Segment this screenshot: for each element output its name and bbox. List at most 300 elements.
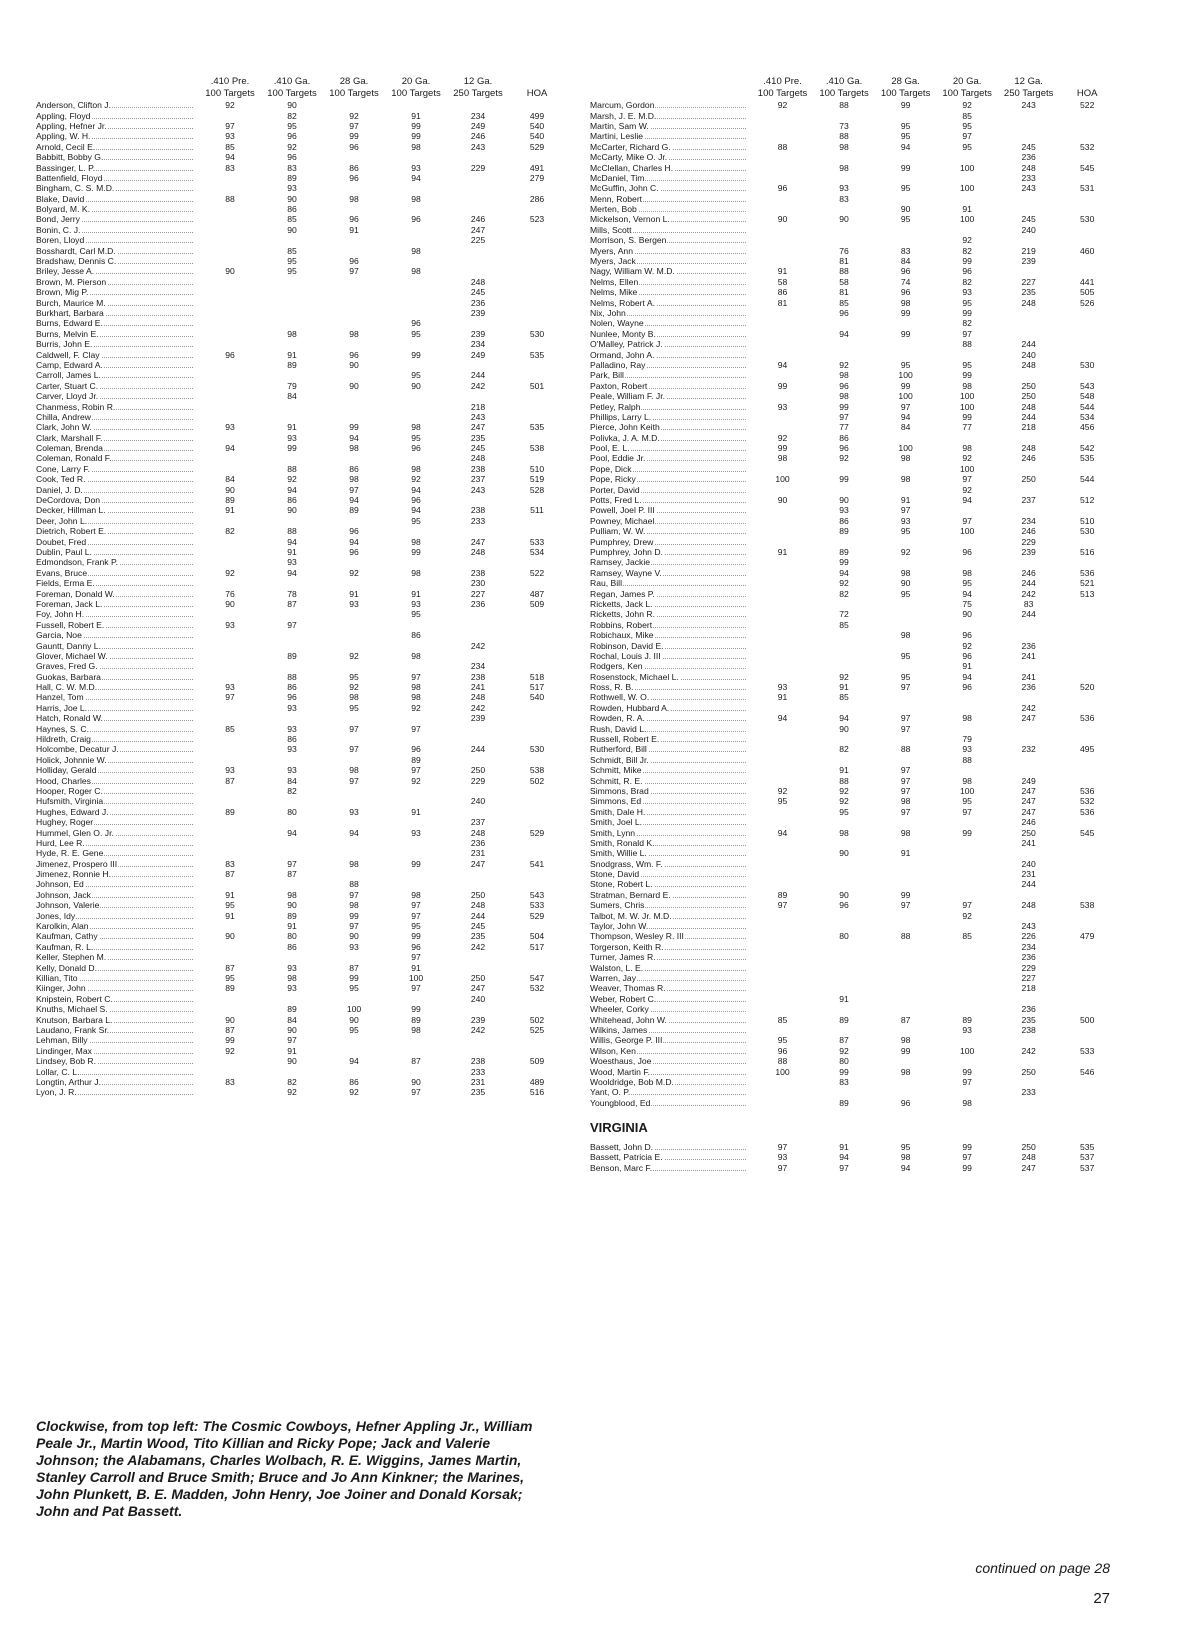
score-cell: 94 xyxy=(777,359,788,370)
table-row xyxy=(590,381,1115,391)
table-row xyxy=(590,1098,1115,1108)
table-row xyxy=(590,505,1115,515)
shooter-name: Holick, Johnnie W. xyxy=(36,755,199,765)
table-row xyxy=(590,412,1115,422)
score-cell: 83 xyxy=(225,162,235,173)
table-row xyxy=(36,869,566,879)
shooter-name: McClellan, Charles H. xyxy=(590,163,752,173)
score-cell: 234 xyxy=(470,110,486,121)
shooter-name: Hooper, Roger C. xyxy=(36,786,199,796)
score-cell: 90 xyxy=(225,598,235,609)
score-cell: 98 xyxy=(349,328,359,339)
hoa-score: 504 xyxy=(529,931,545,942)
table-row xyxy=(36,474,566,484)
shooter-name: Johnson, Ed xyxy=(36,879,199,889)
score-cell: 92 xyxy=(962,453,972,464)
score-cell: 229 xyxy=(470,162,486,173)
score-cell: 92 xyxy=(839,453,849,464)
score-cell: 94 xyxy=(225,443,235,454)
score-cell: 98 xyxy=(349,692,359,703)
score-cell: 85 xyxy=(777,1014,788,1025)
score-cell: 233 xyxy=(470,515,486,526)
table-row xyxy=(590,1056,1115,1066)
score-cell: 100 xyxy=(959,401,975,412)
shooter-name: Johnson, Jack xyxy=(36,890,199,900)
score-cell: 94 xyxy=(349,536,359,547)
score-cell: 93 xyxy=(777,682,788,693)
table-row xyxy=(590,1152,1115,1162)
table-row xyxy=(590,765,1115,775)
table-body-left xyxy=(36,100,566,1098)
shooter-name: Hummel, Glen O. Jr. xyxy=(36,828,199,838)
table-row xyxy=(590,121,1115,131)
shooter-name: Appling, Hefner Jr. xyxy=(36,121,199,131)
table-row xyxy=(590,744,1115,754)
score-cell: 100 xyxy=(959,214,975,225)
shooter-name: Rutherford, Bill xyxy=(590,744,752,754)
hoa-score: 512 xyxy=(1080,495,1095,506)
score-cell: 97 xyxy=(287,619,297,630)
table-row xyxy=(36,401,566,411)
table-row xyxy=(590,1087,1115,1097)
score-cell: 88 xyxy=(225,193,235,204)
score-cell: 246 xyxy=(470,214,486,225)
score-cell: 97 xyxy=(962,515,972,526)
shooter-name: Pumphrey, John D. xyxy=(590,547,752,557)
score-cell: 94 xyxy=(287,827,297,838)
score-cell: 239 xyxy=(470,328,486,339)
score-cell: 94 xyxy=(287,536,297,547)
score-cell: 99 xyxy=(900,1045,911,1056)
table-row xyxy=(36,671,566,681)
shooter-name: Anderson, Clifton J. xyxy=(36,100,199,110)
hoa-score: 541 xyxy=(529,858,545,869)
hoa-score: 510 xyxy=(529,463,545,474)
hoa-score: 520 xyxy=(1080,682,1095,693)
score-cell: 91 xyxy=(839,765,849,776)
score-cell: 249 xyxy=(1021,775,1036,786)
score-cell: 93 xyxy=(287,183,297,194)
score-cell: 241 xyxy=(470,682,486,693)
shooter-name: Bradshaw, Dennis C. xyxy=(36,256,199,266)
shooter-name: Lindinger, Max xyxy=(36,1046,199,1056)
score-cell: 238 xyxy=(1021,1024,1036,1035)
shooter-name: Hatch, Ronald W. xyxy=(36,713,199,723)
score-cell: 238 xyxy=(470,505,486,516)
score-cell: 85 xyxy=(962,110,972,121)
score-cell: 97 xyxy=(411,723,421,734)
score-cell: 90 xyxy=(411,380,421,391)
score-cell: 81 xyxy=(839,256,849,267)
score-cell: 90 xyxy=(349,359,359,370)
hoa-score: 544 xyxy=(1080,401,1095,412)
score-cell: 91 xyxy=(287,1045,297,1056)
shooter-name: Bond, Jerry xyxy=(36,214,199,224)
shooter-name: Smith, Joel L. xyxy=(590,817,752,827)
score-cell: 98 xyxy=(349,765,359,776)
score-cell: 96 xyxy=(411,214,421,225)
hoa-score: 530 xyxy=(529,744,545,755)
score-cell: 98 xyxy=(839,827,849,838)
score-cell: 98 xyxy=(962,567,972,578)
table-row xyxy=(590,713,1115,723)
score-cell: 226 xyxy=(1021,931,1036,942)
score-cell: 92 xyxy=(777,100,788,111)
score-cell: 97 xyxy=(900,900,911,911)
score-cell: 92 xyxy=(777,785,788,796)
score-cell: 97 xyxy=(962,131,972,142)
score-cell: 236 xyxy=(1021,952,1036,963)
score-cell: 93 xyxy=(287,744,297,755)
score-cell: 90 xyxy=(225,484,235,495)
table-row xyxy=(36,256,566,266)
score-cell: 92 xyxy=(839,671,849,682)
table-row xyxy=(590,162,1115,172)
shooter-name: Lehman, Billy xyxy=(36,1035,199,1045)
table-row xyxy=(590,1142,1115,1152)
score-cell: 100 xyxy=(959,391,975,402)
hoa-score: 505 xyxy=(1080,287,1095,298)
score-cell: 91 xyxy=(287,921,297,932)
score-cell: 98 xyxy=(900,630,911,641)
score-cell: 88 xyxy=(900,931,911,942)
score-cell: 246 xyxy=(1021,567,1036,578)
score-cell: 86 xyxy=(839,432,849,443)
score-cell: 247 xyxy=(1021,806,1036,817)
score-cell: 96 xyxy=(225,349,235,360)
table-row xyxy=(36,453,566,463)
table-row xyxy=(590,474,1115,484)
score-cell: 98 xyxy=(900,827,911,838)
shooter-name: Pulliam, W. W. xyxy=(590,526,752,536)
score-cell: 95 xyxy=(777,1035,788,1046)
score-cell: 87 xyxy=(349,962,359,973)
table-row xyxy=(36,838,566,848)
score-cell: 91 xyxy=(225,505,235,516)
hoa-score: 502 xyxy=(529,775,545,786)
score-cell: 93 xyxy=(225,619,235,630)
score-cell: 93 xyxy=(225,765,235,776)
hoa-score: 535 xyxy=(529,422,545,433)
table-row xyxy=(590,329,1115,339)
table-row xyxy=(590,1035,1115,1045)
score-cell: 96 xyxy=(349,546,359,557)
score-cell: 250 xyxy=(470,765,486,776)
table-row xyxy=(36,786,566,796)
shooter-name: Burris, John E. xyxy=(36,339,199,349)
score-cell: 93 xyxy=(287,557,297,568)
hoa-score: 534 xyxy=(529,546,545,557)
shooter-name: Nix, John xyxy=(590,308,752,318)
column-header: HOA xyxy=(1076,88,1098,99)
score-cell: 90 xyxy=(225,1014,235,1025)
score-cell: 87 xyxy=(287,598,297,609)
score-cell: 89 xyxy=(839,1014,849,1025)
score-cell: 92 xyxy=(411,474,421,485)
score-cell: 92 xyxy=(839,1045,849,1056)
table-row xyxy=(590,962,1115,972)
column-header: .410 Ga. 100 Targets xyxy=(819,76,869,99)
score-cell: 99 xyxy=(962,411,972,422)
score-cell: 97 xyxy=(349,744,359,755)
hoa-score: 523 xyxy=(529,214,545,225)
score-cell: 84 xyxy=(287,775,297,786)
score-cell: 76 xyxy=(839,245,849,256)
shooter-name: Knuths, Michael S. xyxy=(36,1004,199,1014)
table-row xyxy=(36,443,566,453)
score-cell: 93 xyxy=(349,598,359,609)
shooter-name: Wooldridge, Bob M.D. xyxy=(590,1077,752,1087)
score-cell: 100 xyxy=(959,183,975,194)
score-cell: 89 xyxy=(839,526,849,537)
table-row xyxy=(590,942,1115,952)
table-row xyxy=(36,744,566,754)
score-cell: 99 xyxy=(411,131,421,142)
shooter-name: Carver, Lloyd Jr. xyxy=(36,391,199,401)
score-cell: 98 xyxy=(962,775,972,786)
score-cell: 95 xyxy=(900,214,911,225)
score-cell: 250 xyxy=(1021,1142,1036,1153)
score-cell: 95 xyxy=(900,671,911,682)
score-cell: 250 xyxy=(1021,474,1036,485)
score-cell: 95 xyxy=(411,370,421,381)
score-cell: 100 xyxy=(775,474,790,485)
shooter-name: McCarter, Richard G. xyxy=(590,142,752,152)
score-cell: 250 xyxy=(470,889,486,900)
shooter-name: O'Malley, Patrick J. xyxy=(590,339,752,349)
score-cell: 91 xyxy=(962,661,972,672)
score-cell: 250 xyxy=(1021,1066,1036,1077)
table-row xyxy=(36,214,566,224)
score-cell: 95 xyxy=(411,515,421,526)
score-cell: 100 xyxy=(959,526,975,537)
score-cell: 91 xyxy=(225,910,235,921)
score-cell: 97 xyxy=(777,1162,788,1173)
shooter-name: Pope, Ricky xyxy=(590,474,752,484)
table-row xyxy=(36,1087,566,1097)
score-cell: 95 xyxy=(225,900,235,911)
table-row xyxy=(36,329,566,339)
shooter-name: Hufsmith, Virginia xyxy=(36,796,199,806)
score-cell: 92 xyxy=(411,702,421,713)
table-row xyxy=(590,651,1115,661)
score-cell: 96 xyxy=(411,495,421,506)
table-row xyxy=(590,921,1115,931)
score-cell: 98 xyxy=(411,245,421,256)
table-row xyxy=(590,256,1115,266)
score-cell: 91 xyxy=(777,692,788,703)
score-cell: 89 xyxy=(225,495,235,506)
score-cell: 85 xyxy=(287,214,297,225)
shooter-name: Hildreth, Craig xyxy=(36,734,199,744)
table-row xyxy=(36,703,566,713)
score-cell: 96 xyxy=(287,692,297,703)
score-cell: 98 xyxy=(411,567,421,578)
shooter-name: Stone, Robert L. xyxy=(590,879,752,889)
score-cell: 93 xyxy=(287,962,297,973)
table-row xyxy=(590,1046,1115,1056)
score-cell: 98 xyxy=(411,682,421,693)
shooter-name: Kelly, Donald D. xyxy=(36,963,199,973)
shooter-name: Nolen, Wayne xyxy=(590,318,752,328)
score-cell: 242 xyxy=(1021,1045,1036,1056)
shooter-name: Burkhart, Barbara xyxy=(36,308,199,318)
score-cell: 93 xyxy=(411,598,421,609)
score-cell: 93 xyxy=(777,1152,788,1163)
table-row xyxy=(590,640,1115,650)
score-cell: 93 xyxy=(225,422,235,433)
continued-note: continued on page 28 xyxy=(975,1560,1110,1576)
score-cell: 238 xyxy=(470,463,486,474)
score-cell: 94 xyxy=(839,567,849,578)
table-row xyxy=(590,682,1115,692)
score-cell: 98 xyxy=(411,266,421,277)
score-cell: 92 xyxy=(287,141,297,152)
score-cell: 90 xyxy=(349,380,359,391)
score-cell: 96 xyxy=(411,318,421,329)
score-cell: 98 xyxy=(349,474,359,485)
score-cell: 92 xyxy=(349,650,359,661)
shooter-name: Marsh, J. E. M.D. xyxy=(590,111,752,121)
score-cell: 81 xyxy=(839,287,849,298)
score-cell: 80 xyxy=(287,931,297,942)
table-row xyxy=(36,734,566,744)
table-row xyxy=(36,536,566,546)
hoa-score: 535 xyxy=(1080,1142,1095,1153)
table-row xyxy=(36,578,566,588)
table-row xyxy=(36,142,566,152)
table-row xyxy=(590,827,1115,837)
shooter-name: Mickelson, Vernon L. xyxy=(590,214,752,224)
score-cell: 82 xyxy=(962,245,972,256)
score-cell: 99 xyxy=(900,380,911,391)
shooter-name: Weber, Robert C. xyxy=(590,994,752,1004)
hoa-score: 547 xyxy=(529,973,545,983)
score-cell: 87 xyxy=(411,1056,421,1067)
score-cell: 236 xyxy=(470,297,486,308)
score-cell: 91 xyxy=(839,1142,849,1153)
score-cell: 80 xyxy=(839,1056,849,1067)
score-cell: 88 xyxy=(349,879,359,890)
score-cell: 97 xyxy=(287,858,297,869)
score-cell: 243 xyxy=(470,411,486,422)
score-cell: 240 xyxy=(470,796,486,807)
score-cell: 234 xyxy=(1021,515,1036,526)
score-cell: 100 xyxy=(959,162,975,173)
shooter-name: Fussell, Robert E. xyxy=(36,620,199,630)
score-cell: 88 xyxy=(287,671,297,682)
table-row xyxy=(590,1066,1115,1076)
score-cell: 93 xyxy=(839,505,849,516)
table-row xyxy=(36,422,566,432)
shooter-name: Glover, Michael W. xyxy=(36,651,199,661)
shooter-name: Camp, Edward A. xyxy=(36,360,199,370)
score-cell: 86 xyxy=(287,734,297,745)
score-cell: 245 xyxy=(470,921,486,932)
score-cell: 97 xyxy=(900,505,911,516)
score-cell: 86 xyxy=(777,287,788,298)
score-cell: 235 xyxy=(1021,287,1036,298)
score-cell: 90 xyxy=(839,723,849,734)
score-cell: 94 xyxy=(839,1152,849,1163)
score-cell: 98 xyxy=(349,443,359,454)
shooter-name: Cone, Larry F. xyxy=(36,464,199,474)
shooter-name: Jones, Idy xyxy=(36,911,199,921)
score-cell: 87 xyxy=(839,1035,849,1046)
score-cell: 97 xyxy=(839,411,849,422)
score-cell: 91 xyxy=(777,546,788,557)
score-cell: 82 xyxy=(287,1076,297,1087)
score-cell: 242 xyxy=(470,380,486,391)
score-cell: 94 xyxy=(287,484,297,495)
shooter-name: Burns, Melvin E. xyxy=(36,329,199,339)
hoa-score: 536 xyxy=(1080,785,1095,796)
score-cell: 99 xyxy=(962,1142,972,1153)
table-row xyxy=(590,609,1115,619)
hoa-score: 491 xyxy=(529,162,545,173)
table-row xyxy=(36,318,566,328)
score-cell: 236 xyxy=(1021,1004,1036,1015)
score-cell: 91 xyxy=(225,889,235,900)
shooter-name: Foreman, Jack L. xyxy=(36,599,199,609)
score-cell: 90 xyxy=(839,889,849,900)
score-cell: 99 xyxy=(777,443,788,454)
score-cell: 98 xyxy=(411,422,421,433)
shooter-name: Nelms, Ellen xyxy=(590,277,752,287)
score-cell: 98 xyxy=(287,889,297,900)
score-cell: 225 xyxy=(470,235,486,246)
hoa-score: 499 xyxy=(529,110,545,121)
hoa-score: 513 xyxy=(1080,588,1095,599)
hoa-score: 489 xyxy=(529,1076,545,1087)
score-cell: 99 xyxy=(411,349,421,360)
score-cell: 82 xyxy=(839,744,849,755)
table-row xyxy=(590,786,1115,796)
table-body-virginia xyxy=(590,1142,1115,1173)
shooter-name: Wheeler, Corky xyxy=(590,1004,752,1014)
table-row xyxy=(590,516,1115,526)
score-cell: 91 xyxy=(900,848,911,859)
score-cell: 87 xyxy=(225,962,235,973)
table-row xyxy=(36,879,566,889)
shooter-name: Palladino, Ray xyxy=(590,360,752,370)
score-cell: 91 xyxy=(839,993,849,1004)
score-cell: 100 xyxy=(959,463,975,474)
table-row xyxy=(590,297,1115,307)
table-row xyxy=(36,235,566,245)
score-cell: 230 xyxy=(470,578,486,589)
shooter-name: Hurd, Lee R. xyxy=(36,838,199,848)
hoa-score: 535 xyxy=(1080,453,1095,464)
score-cell: 100 xyxy=(898,443,913,454)
score-cell: 88 xyxy=(287,526,297,537)
shooter-name: Ross, R. B. xyxy=(590,682,752,692)
shooter-name: Pierce, John Keith xyxy=(590,422,752,432)
table-row xyxy=(590,983,1115,993)
score-cell: 84 xyxy=(900,422,911,433)
score-cell: 218 xyxy=(1021,983,1036,994)
shooter-name: Cook, Ted R. xyxy=(36,474,199,484)
score-cell: 89 xyxy=(225,983,235,994)
shooter-name: Myers, Jack xyxy=(590,256,752,266)
table-row xyxy=(36,640,566,650)
shooter-name: Myers, Ann xyxy=(590,246,752,256)
hoa-score: 538 xyxy=(529,765,545,776)
score-cell: 91 xyxy=(839,682,849,693)
score-cell: 238 xyxy=(470,567,486,578)
table-row xyxy=(36,526,566,536)
score-cell: 89 xyxy=(349,505,359,516)
